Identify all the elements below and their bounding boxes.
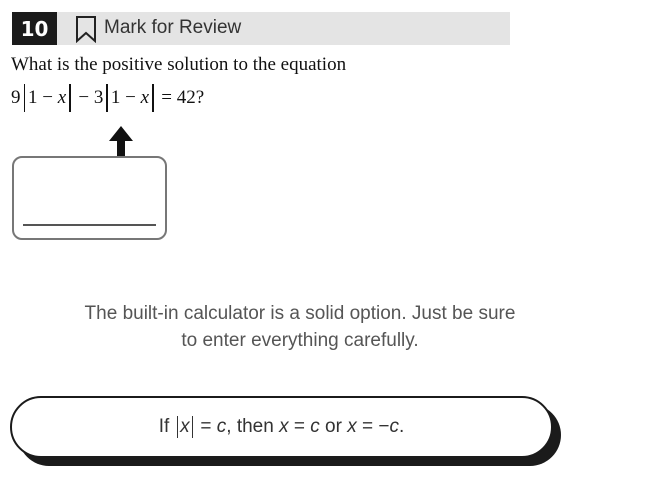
hint-x-3: x [347,416,357,437]
equation [11,84,204,112]
hint-x-2: x [279,416,289,437]
mark-for-review-label[interactable]: Mark for Review [104,17,242,38]
absolute-value-hint [10,396,553,458]
eq-abs-content-2: 1 − [110,87,141,108]
bookmark-icon[interactable] [75,16,97,43]
hint-prefix: If [158,416,175,437]
eq-abs-content-1: 1 − [28,87,58,108]
abs-bar-left-2 [106,84,108,112]
hint-eq-2: = [288,416,311,437]
question-header [12,12,510,45]
hint-c-2: c [310,416,320,437]
hint-then: , then [226,416,280,437]
hint-eq-3: = − [356,416,390,437]
hint-var: x [180,416,190,437]
eq-var-2: x [140,87,150,108]
hint-end: . [398,416,405,437]
answer-input[interactable] [12,156,167,240]
hint-abs-bar-left [177,416,179,438]
hint-c-3: c [389,416,399,437]
abs-bar-right-1 [69,84,71,112]
hint-eq-1: = [195,416,217,437]
eq-rhs: 42? [176,87,205,108]
eq-var-1: x [57,87,67,108]
answer-underline [23,224,156,226]
eq-coef-1: 9 [11,87,21,108]
eq-coef-2: 3 [93,87,104,108]
question-number: 10 [12,12,57,45]
abs-bar-right-2 [152,84,154,112]
eq-equals: = [156,87,177,108]
hint-abs-bar-right [192,416,194,438]
abs-bar-left-1 [24,84,26,112]
eq-minus: − [73,87,94,108]
tip-line-2: to enter everything carefully. [181,330,419,351]
question-text: What is the positive solution to the equation [11,54,347,75]
hint-c-1: c [216,416,227,437]
hint-or: or [319,416,348,437]
tip-line-1: The built-in calculator is a solid option. Just be sure [84,303,516,324]
calculator-tip [40,300,560,354]
